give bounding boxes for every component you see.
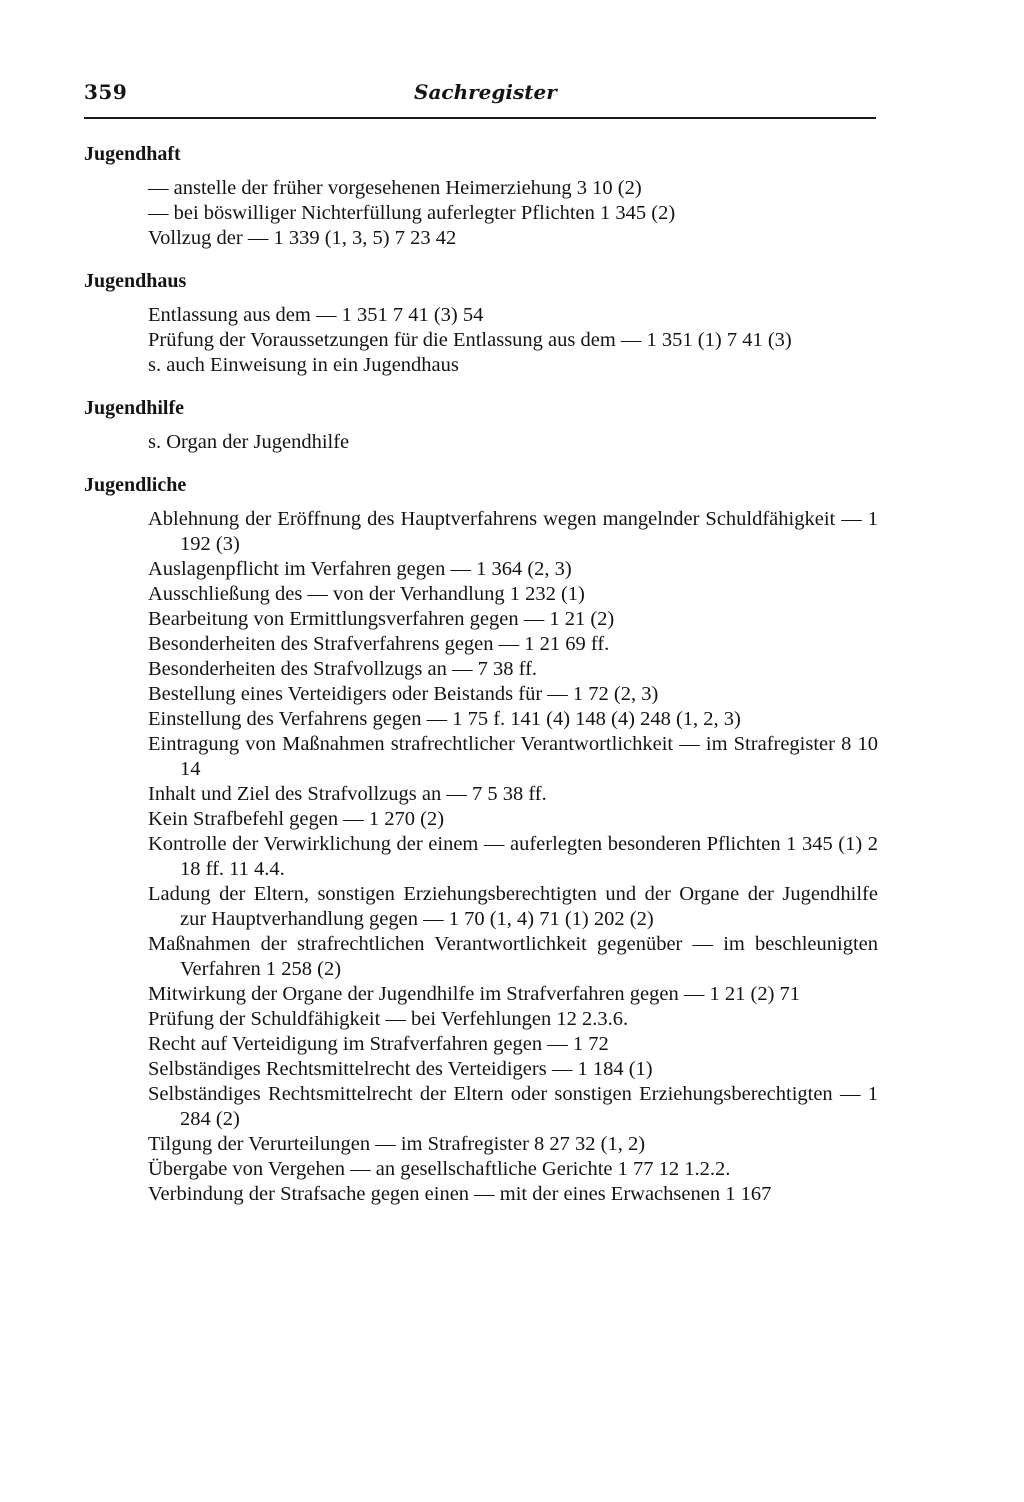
running-title: Sachregister [414, 80, 557, 104]
index-entry: — anstelle der früher vorgesehenen Heimerziehung 3 10 (2) [148, 177, 642, 199]
index-section [84, 394, 878, 455]
index-entry: Ladung der Eltern, sonstigen Erziehungsberechtigten und der Organe der Jugendhilfe zur Hauptverhandlung gegen — 1 70 (1, 4) 71 (1) 202 (2) [148, 883, 878, 930]
index-entry: s. Organ der Jugendhilfe [148, 431, 350, 453]
index-entry: Kein Strafbefehl gegen — 1 270 (2) [148, 808, 445, 830]
index-entry: Bearbeitung von Ermittlungsverfahren gegen — 1 21 (2) [148, 608, 615, 630]
index-entry: Maßnahmen der strafrechtlichen Verantwortlichkeit gegenüber — im beschleunigten Verfahren 1 258 (2) [148, 933, 878, 980]
subject-index [84, 140, 878, 1223]
index-entry: Prüfung der Schuldfähigkeit — bei Verfehlungen 12 2.3.6. [148, 1008, 629, 1030]
index-entry: Selbständiges Rechtsmittelrecht des Verteidigers — 1 184 (1) [148, 1058, 653, 1080]
index-entry: Besonderheiten des Strafverfahrens gegen — 1 21 69 ff. [148, 633, 610, 655]
index-entry: — bei böswilliger Nichterfüllung auferlegter Pflichten 1 345 (2) [148, 202, 676, 224]
index-entry: Eintragung von Maßnahmen strafrechtlicher Verantwortlichkeit — im Strafregister 8 10 14 [148, 733, 878, 780]
index-heading: Jugendhilfe [84, 397, 185, 419]
index-entry: Übergabe von Vergehen — an gesellschaftliche Gerichte 1 77 12 1.2.2. [148, 1158, 731, 1180]
index-entry: Selbständiges Rechtsmittelrecht der Eltern oder sonstigen Erziehungsberechtigten — 1 284 (2) [148, 1083, 878, 1130]
index-entry: Auslagenpflicht im Verfahren gegen — 1 364 (2, 3) [148, 558, 572, 580]
index-entry: Entlassung aus dem — 1 351 7 41 (3) 54 [148, 304, 484, 326]
index-entry: Vollzug der — 1 339 (1, 3, 5) 7 23 42 [148, 227, 457, 249]
index-heading: Jugendhaus [84, 270, 187, 292]
index-entry: Mitwirkung der Organe der Jugendhilfe im Strafverfahren gegen — 1 21 (2) 71 [148, 983, 801, 1005]
index-entry: Kontrolle der Verwirklichung der einem — auferlegten besonderen Pflichten 1 345 (1) 2 18 ff. 11 4.4. [148, 833, 878, 880]
index-entry: s. auch Einweisung in ein Jugendhaus [148, 354, 459, 376]
index-section [84, 140, 878, 251]
index-entry: Bestellung eines Verteidigers oder Beistands für — 1 72 (2, 3) [148, 683, 659, 705]
running-head [84, 80, 876, 110]
index-section [84, 267, 878, 378]
index-entry: Einstellung des Verfahrens gegen — 1 75 f. 141 (4) 148 (4) 248 (1, 2, 3) [148, 708, 741, 730]
index-heading: Jugendhaft [84, 143, 181, 165]
index-entry: Prüfung der Voraussetzungen für die Entlassung aus dem — 1 351 (1) 7 41 (3) [148, 329, 792, 351]
index-entry: Tilgung der Verurteilungen — im Strafregister 8 27 32 (1, 2) [148, 1133, 646, 1155]
index-entry: Inhalt und Ziel des Strafvollzugs an — 7 5 38 ff. [148, 783, 547, 805]
index-entry: Besonderheiten des Strafvollzugs an — 7 38 ff. [148, 658, 538, 680]
index-entry: Verbindung der Strafsache gegen einen — mit der eines Erwachsenen 1 167 [148, 1183, 772, 1205]
index-entry: Ablehnung der Eröffnung des Hauptverfahrens wegen mangelnder Schuldfähigkeit — 1 192 (3) [148, 508, 878, 555]
page-number: 359 [84, 80, 128, 104]
index-section [84, 471, 878, 1207]
index-entry: Recht auf Verteidigung im Strafverfahren gegen — 1 72 [148, 1033, 609, 1055]
header-rule [84, 117, 876, 119]
index-entry: Ausschließung des — von der Verhandlung 1 232 (1) [148, 583, 585, 605]
index-heading: Jugendliche [84, 474, 187, 496]
